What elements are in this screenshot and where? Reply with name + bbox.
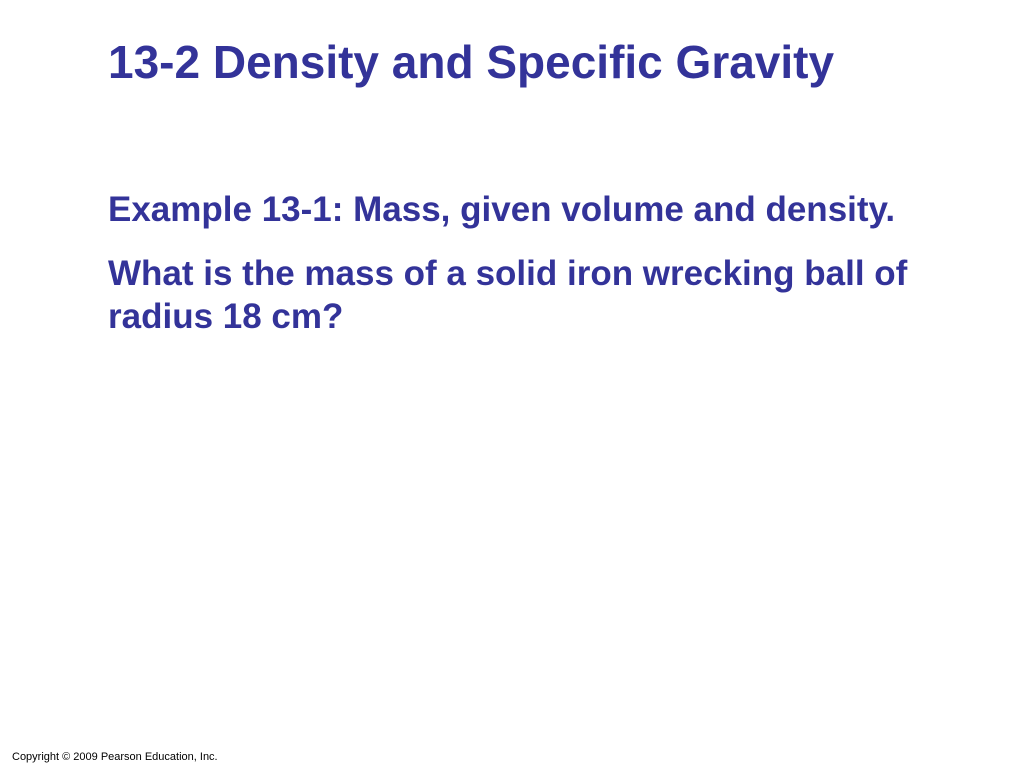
- example-heading: Example 13-1: Mass, given volume and density.: [108, 190, 896, 229]
- slide-title: 13-2 Density and Specific Gravity: [108, 36, 835, 88]
- slide-body: [108, 188, 908, 359]
- example-question: What is the mass of a solid iron wrecking ball of radius 18 cm?: [108, 254, 908, 336]
- copyright-footer: Copyright © 2009 Pearson Education, Inc.: [12, 751, 218, 763]
